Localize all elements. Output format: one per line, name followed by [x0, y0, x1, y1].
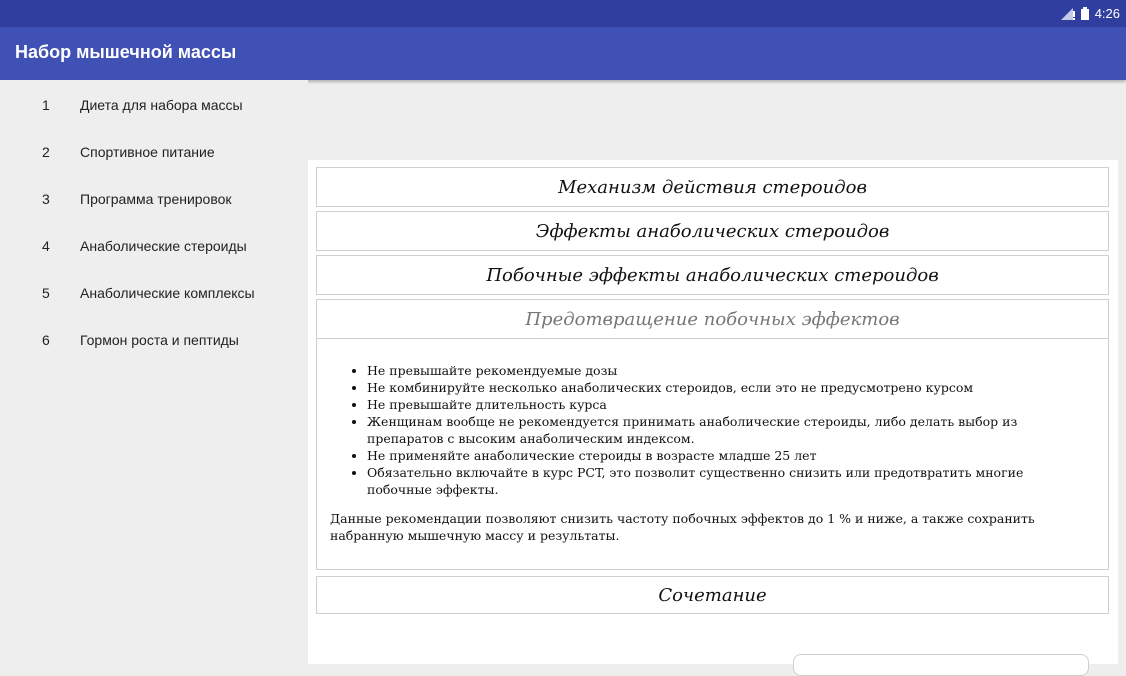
prevention-summary: Данные рекомендации позволяют снизить частоту побочных эффектов до 1 % и ниже, а также сохранить набранную мышечную массу и результаты. — [330, 511, 1035, 543]
sidebar-item-number: 4 — [42, 238, 50, 254]
list-item: • Женщинам вообще не рекомендуется принимать анаболические стероиды, либо делать выбор из препаратов с высоким анаболическим индексом. — [367, 413, 1087, 447]
accordion-header-side-effects[interactable]: Побочные эффекты анаболических стероидов — [316, 255, 1109, 295]
battery-icon — [1081, 7, 1089, 20]
app-title: Набор мышечной массы — [15, 42, 237, 62]
sidebar-item-label: Спортивное питание — [80, 144, 215, 160]
sidebar-item-label: Программа тренировок — [80, 191, 232, 207]
list-item: • Не комбинируйте несколько анаболических стероидов, если это не предусмотрено курсом — [367, 379, 1087, 396]
accordion-header-combination[interactable]: Сочетание — [316, 576, 1109, 614]
accordion-header-effects[interactable]: Эффекты анаболических стероидов — [316, 211, 1109, 251]
sidebar-item-number: 2 — [42, 144, 50, 160]
sidebar-item-label: Диета для набора массы — [80, 97, 243, 113]
list-item: • Обязательно включайте в курс PCT, это позволит существенно снизить или предотвратить многие побочные эффекты. — [367, 464, 1087, 498]
sidebar-item-sport-nutrition[interactable] — [0, 132, 308, 172]
sidebar-item-number: 5 — [42, 285, 50, 301]
sidebar-item-number: 1 — [42, 97, 50, 113]
signal-icon — [1061, 8, 1075, 20]
accordion-header-mechanism[interactable]: Механизм действия стероидов — [316, 167, 1109, 207]
content-panel — [308, 160, 1118, 664]
status-bar — [0, 0, 1126, 27]
app-bar — [0, 27, 1126, 80]
sidebar-item-number: 3 — [42, 191, 50, 207]
status-icons — [1061, 0, 1120, 27]
accordion-header-prevention[interactable]: Предотвращение побочных эффектов — [316, 299, 1109, 339]
sidebar-item-label: Гормон роста и пептиды — [80, 332, 239, 348]
status-time: 4:26 — [1094, 6, 1120, 21]
list-item: • Не превышайте длительность курса — [367, 396, 1087, 413]
sidebar-item-label: Анаболические стероиды — [80, 238, 247, 254]
prevention-list — [367, 362, 1087, 498]
sidebar-item-anabolic-complexes[interactable] — [0, 273, 308, 313]
sidebar — [0, 80, 308, 664]
sidebar-item-training-program[interactable] — [0, 179, 308, 219]
sidebar-item-anabolic-steroids[interactable] — [0, 226, 308, 266]
list-item: • Не превышайте рекомендуемые дозы — [367, 362, 1087, 379]
sidebar-item-number: 6 — [42, 332, 50, 348]
accordion-body-prevention — [316, 338, 1109, 570]
sidebar-item-label: Анаболические комплексы — [80, 285, 255, 301]
bottom-card[interactable] — [793, 654, 1089, 676]
sidebar-item-growth-hormone[interactable] — [0, 320, 308, 360]
sidebar-item-diet[interactable] — [0, 85, 308, 125]
list-item: • Не применяйте анаболические стероиды в возрасте младше 25 лет — [367, 447, 1087, 464]
